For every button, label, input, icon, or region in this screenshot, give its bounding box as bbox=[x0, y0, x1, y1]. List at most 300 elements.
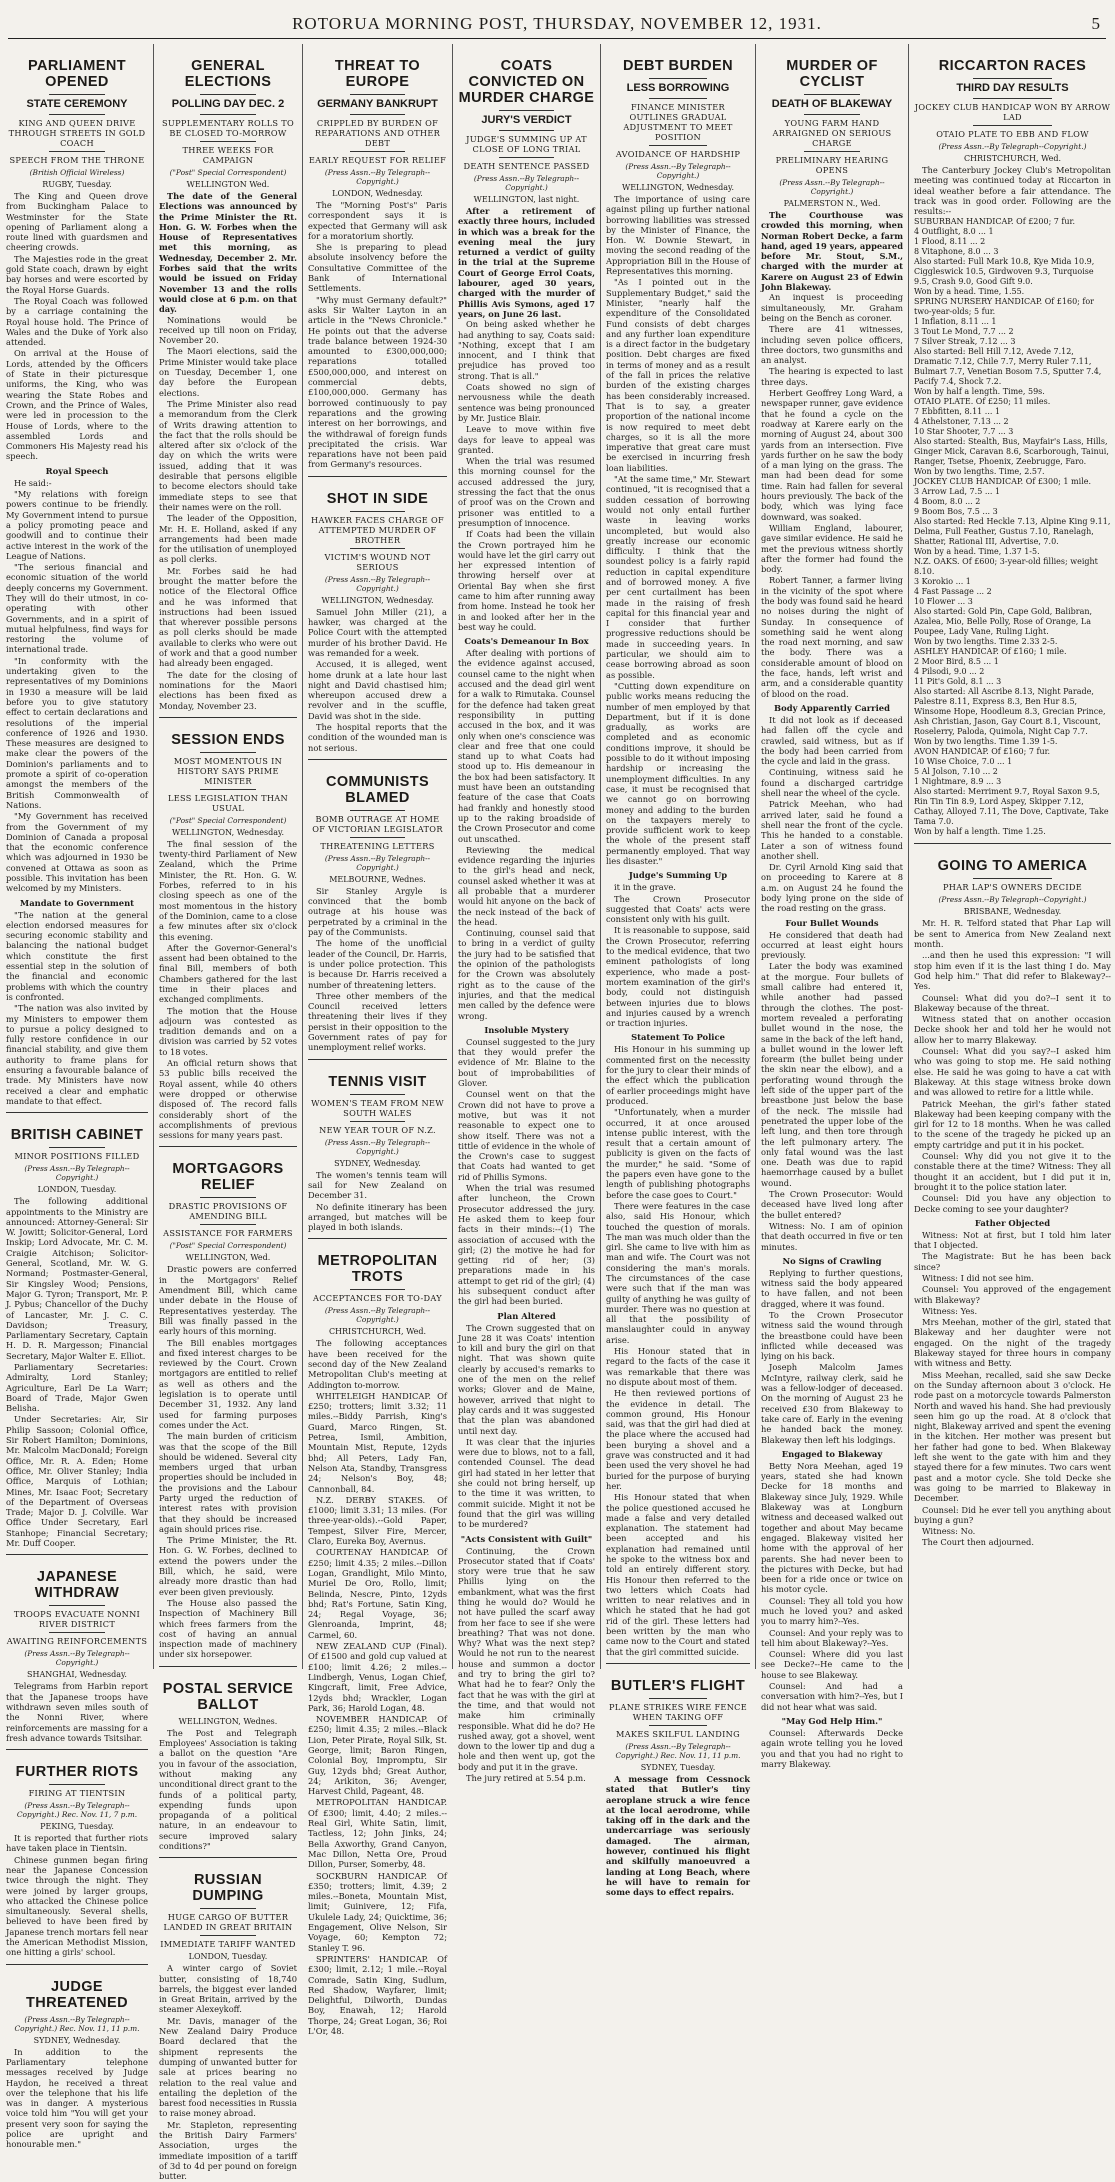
deck: PHAR LAP'S OWNERS DECIDE bbox=[942, 882, 1083, 893]
article bbox=[159, 1146, 297, 1659]
paragraph: Replying to further questions, witness said the body appeared to have fallen, and not been dragged, where it was found. bbox=[761, 1267, 903, 1309]
deck: MOST MOMENTOUS IN HISTORY SAYS PRIME MINISTER bbox=[173, 755, 283, 786]
headline-rule bbox=[200, 94, 255, 95]
result-line: 4 Outflight, 8.0 ... 1 bbox=[914, 227, 994, 237]
paragraph: Mr. Stapleton, representing the British Dairy Farmers' Association, urges the immediate imposition of a tariff of 3d to 4d per pound on foreign butter. bbox=[159, 2119, 297, 2182]
paragraph: "Unfortunately, when a murder occurred, it at once aroused intense public interest, with the result that a certain amount of publicity is given on the facts of the murder," he said. "Some of the papers even have gone to the length of publishing photographs before the case goes to Court." bbox=[606, 1107, 750, 1200]
paragraph: The House also passed the Inspection of Machinery Bill which frees farmers from the cost of having an annual inspection made of machinery under six horsepower. bbox=[159, 1597, 297, 1660]
headline: GOING TO AMERICA bbox=[937, 858, 1088, 875]
article bbox=[606, 1663, 750, 1898]
result-line: 8 Vitaphone, 8.0 ... 3 bbox=[914, 247, 999, 257]
paragraph: The King and Queen drove from Buckingham Palace to Westminster for the State opening of Parliament along a route lined with guardsmen and cheering crowds. bbox=[6, 191, 148, 253]
paragraph: On being asked whether he had anything to say, Coats said: "Nothing, except that I am innocent, and I think that prejudice has proved too strong. That is all." bbox=[458, 319, 595, 381]
wire-credit: (Press Assn.--By Telegraph--Copyright.) bbox=[938, 895, 1087, 905]
wire-credit: (Press Assn.--By Telegraph--Copyright.) bbox=[324, 853, 431, 872]
dateline: WELLINGTON, Wednes. bbox=[178, 1716, 278, 1726]
deck: HAWKER FACES CHARGE OF ATTEMPTED MURDER OF BROTHER bbox=[311, 514, 444, 545]
wire-credit: (Press Assn.--By Telegraph--Copyright.) bbox=[625, 162, 731, 180]
paragraph: William England, labourer, gave similar evidence. He said he met the previous witness shortly after the former had found the body. bbox=[761, 522, 903, 575]
result-line: Also started: Gold Pin, Cape Gold, Balibran, Azalea, Mio, Belle Polly, Rose of Orange, La Poupee, Lady Vane, Ruling Light. bbox=[914, 607, 1093, 637]
paragraph: Herbert Geoffrey Long Ward, a newspaper runner, gave evidence that he found a cycle on the roadway at Karere early on the morning of August 24, about 300 yards from an intersection. Five yards further on he saw the body of a man lying on the grass. The man had been dead for some time. Rain had fallen for several hours previously. The back of the body, which was lying face downward, was soaked. bbox=[761, 388, 903, 522]
paragraph: METROPOLITAN HANDICAP. Of £300; limit, 4.40; 2 miles.--Real Girl, White Satin, limit, Tactless, 12; John Jinks, 24; Bella Axworthy, Grand Canyon, Mac Dillon, Netta Ore, Proud Dillon, Purser, Somerby, 48. bbox=[308, 1797, 447, 1870]
headline: TENNIS VISIT bbox=[328, 1073, 427, 1090]
article bbox=[914, 843, 1111, 1547]
deck: HUGE CARGO OF BUTTER LANDED IN GREAT BRITAIN bbox=[163, 1912, 293, 1933]
deck: PRELIMINARY HEARING OPENS bbox=[775, 155, 889, 175]
deck: SPEECH FROM THE THRONE bbox=[9, 155, 145, 165]
crosshead: "May God Help Him." bbox=[781, 1715, 883, 1726]
deck: WOMEN'S TEAM FROM NEW SOUTH WALES bbox=[311, 1097, 444, 1118]
wire-credit: ("Post" Special Correspondent) bbox=[169, 1241, 287, 1251]
subheadline: POLLING DAY DEC. 2 bbox=[171, 98, 285, 110]
crosshead: Body Apparently Carried bbox=[774, 702, 890, 713]
subheadline: GERMANY BANKRUPT bbox=[317, 98, 438, 110]
headline-rule bbox=[49, 151, 106, 152]
article bbox=[6, 1554, 148, 1743]
result-line: Also started: All Ascribe 8.13, Night Parade, Palestre 8.11, Express 8.3, Ben Hur 8.5, Winsome Hope, Hoodleum 8.3, Grecian Prince, Ash Christian, Jason, Gay Court 8.1, Viscount, Roselerry, Paloda, Quimola, Night Cap 7.7. bbox=[914, 687, 1106, 737]
result-line: 7 Ebbfitten, 8.11 ... 1 bbox=[914, 407, 1001, 417]
article bbox=[159, 1666, 297, 1852]
paragraph: The Bill enables mortgages and fixed interest charges to be reviewed by the Court. Crown mortgagors are entitled to relief as well as others and the legislation is to operate until December 31, 1932. Any land used for farming purposes comes under the Act. bbox=[159, 1337, 297, 1430]
paragraph: When the trial was resumed after luncheon, the Crown Prosecutor addressed the jury. He asked them to keep four facts in their minds:--(1) The association of accused with the girl; (2) the motive he had for getting rid of her; (3) preparations made in his attempt to get rid of the girl; (4) his subsequent conduct after the girl had been buried. bbox=[458, 1183, 595, 1307]
paragraph: The Crown Prosecutor: Would deceased have lived long after the bullet entered? bbox=[761, 1189, 903, 1220]
deck: LESS LEGISLATION THAN USUAL bbox=[168, 792, 288, 813]
wire-credit: (Press Assn.--By Telegraph--Copyright.) Rec. Nov. 11, 11 p.m. bbox=[14, 2014, 140, 2033]
dateline: SHANGHAI, Wednesday. bbox=[27, 1670, 127, 1680]
column-rule bbox=[302, 44, 303, 1669]
column-rule bbox=[908, 44, 909, 1669]
result-line: Won by a head. Time, 1.55. bbox=[914, 287, 1025, 297]
paragraph: The Maori elections, said the Prime Minister would take place on Tuesday, December 1, one day before the European elections. bbox=[159, 346, 297, 398]
headline-rule bbox=[350, 94, 406, 95]
paragraph: Drastic powers are conferred in the Mortgagors' Relief Amendment Bill, which came under debate in the House of Representatives yesterday. The Bill was finally passed in the early hours of this morning. bbox=[159, 1264, 297, 1337]
paragraph: "My relations with foreign powers continue to be friendly. My Government intend to pursue a policy promoting peace and goodwill and to continue their active interest in the work of the League of Nations. bbox=[6, 489, 148, 561]
paragraph: There are 41 witnesses, including seven police officers, three doctors, two gunsmiths and an analyst. bbox=[761, 324, 903, 366]
result-line: OTAIO PLATE. Of £250; 11 miles. bbox=[914, 397, 1051, 407]
paragraph: In addition to the Parliamentary telephone messages received by Judge Haydon, he received a threat over the telephone that his life was in danger. A mysterious voice told him "You will get your present very soon for saying the police are upright and honourable men." bbox=[6, 2046, 148, 2150]
dateline: WELLINGTON, Wed. bbox=[185, 1253, 271, 1263]
paragraph: To the Crown Prosecutor witness said the wound through the breastbone could have been inflicted while deceased was lying on his back. bbox=[761, 1309, 903, 1362]
paragraph: It did not look as if deceased had fallen off the cycle and crawled, said witness, but as if the body had been carried from the cycle and laid in the grass. bbox=[761, 714, 903, 767]
deck: ACCEPTANCES FOR TO-DAY bbox=[312, 1293, 443, 1304]
wire-credit: (Press Assn.--By Telegraph--Copyright.) Rec. Nov. 11, 7 p.m. bbox=[16, 1801, 138, 1820]
headline-rule bbox=[49, 1605, 106, 1606]
crosshead: Statement To Police bbox=[631, 1032, 725, 1043]
paragraph: His Honour in his summing up commented first on the necessity for the jury to clear their minds of the effect which the publication of earlier proceedings might have produced. bbox=[606, 1044, 750, 1106]
paragraph: It is reasonable to suppose, said the Crown Prosecutor, referring to the medical evidence, that two eminent pathologists of long experience, who made a post-mortem examination of the girl's body, could not distinguish between injuries due to blows and injuries caused by a wrench or traction injuries. bbox=[606, 925, 750, 1029]
paragraph: Parliamentary Secretaries: Admiralty, Lord Stanley; Agriculture, Earl De La Warr; Board of Trade, Major Gwen Belisha. bbox=[6, 1361, 148, 1414]
result-line: Won by two lengths. Time 1.39 1-5. bbox=[914, 737, 1058, 747]
result-line: SPRING NURSERY HANDICAP. Of £160; for two-year-olds; 5 fur. bbox=[914, 297, 1095, 317]
crosshead: "Acts Consistent with Guilt" bbox=[460, 1533, 593, 1544]
headline: FURTHER RIOTS bbox=[15, 1764, 139, 1781]
lead-paragraph: A message from Cessnock stated that Butler's tiny aeroplane struck a wire fence at the local aerodrome, while taking off in the dark and the undercarriage was seriously damaged. The airman, however, continued his flight and skilfully manoeuvred a landing at Long Beach, where he will have to remain for some days to effect repairs. bbox=[606, 1773, 750, 1898]
column-3 bbox=[304, 44, 451, 2036]
article bbox=[159, 58, 297, 711]
paragraph: Counsel suggested to the jury that they would prefer the evidence of Mr. Blaine to the bout of improbabilities of Glover. bbox=[458, 1036, 595, 1089]
crosshead: Coats's Demeanour In Box bbox=[464, 636, 589, 647]
paragraph: SPRINTERS' HANDICAP. Of £300; limit, 2.12; 1 mile.--Royal Comrade, Satin King, Sudlum, Red Shadow, Wayfarer, limit; Delightful, Dilworth, Dundas Boy, Enawah, 12; Harold Thorpe, 24; Great Logan, 36; Roi L'Or, 48. bbox=[308, 1953, 448, 2036]
paragraph: The final session of the twenty-third Parliament of New Zealand, which the Prime Minister, the Rt. Hon. G. W. Forbes, referred to in his closing speech as one of the most momentous in the history of the Dominion, came to a close a few minutes after six o'clock this evening. bbox=[159, 838, 297, 942]
dateline: WELLINGTON Wed. bbox=[186, 180, 270, 189]
paragraph: The hospital reports that the condition of the wounded man is not serious. bbox=[308, 721, 447, 753]
paragraph: Joseph Malcolm James McIntyre, railway clerk, said he was a fellow-lodger of deceased. On the morning of August 23 he received £30 from Blakeway to take care of. Early in the evening he handed back the money. Blakeway then left his lodgings. bbox=[761, 1362, 903, 1445]
column-1 bbox=[2, 44, 152, 2150]
paragraph: Continuing, counsel said that to bring in a verdict of guilty the jury had to be satisfied that the opinion of the pathologists for the Crown was absolutely right as to the cause of the injuries, and that the medical men called by the defence were wrong. bbox=[458, 928, 595, 1021]
paragraph: No definite itinerary has been arranged, but matches will be played in both islands. bbox=[308, 1201, 447, 1233]
dateline: PEKING, Tuesday. bbox=[40, 1822, 114, 1832]
result-line: 9 Boom Bos, 7.5 ... 3 bbox=[914, 507, 998, 517]
result-line: Also started: Merriment 9.7, Royal Saxon 9.5, Rin Tin Tin 8.9, Lord Aspey, Skipper 7.12, Cathay, Alloyed 7.11, The Dove, Captivate, Take Tama 7.0. bbox=[914, 787, 1109, 827]
result-line: 4 Fast Passage ... 2 bbox=[914, 587, 992, 597]
crosshead: Judge's Summing Up bbox=[628, 870, 728, 881]
paragraph: Miss Meehan, recalled, said she saw Decke on the Sunday afternoon about 3 o'clock. He rode past on a motorcycle towards Palmerston North and waved his hand. She had previously seen him go up the road. At 8 o'clock that night, Blakeway arrived and spent the evening in the kitchen. Her mother was present but her father had gone to bed. When Blakeway left she went to the gate with him and they stayed there for a few minutes. Two cars went past and a motor cycle. She told Decke she was going to be married to Blakeway in December. bbox=[914, 1369, 1111, 1504]
paragraph: "The serious financial and economic situation of the world deeply concerns my Government. They will do their utmost, in co-operating with other Governments, and in a spirit of mutual helpfulness, find ways for restoring the volume of international trade. bbox=[6, 562, 148, 655]
wire-credit: (Press Assn.--By Telegraph--Copyright.) bbox=[779, 178, 885, 196]
headline-rule bbox=[200, 789, 255, 790]
deck: VICTIM'S WOUND NOT SERIOUS bbox=[324, 551, 431, 572]
headline: METROPOLITAN TROTS bbox=[317, 1253, 438, 1286]
headline: RICCARTON RACES bbox=[938, 58, 1087, 74]
article bbox=[308, 1059, 447, 1233]
paragraph: Counsel: And your reply was to tell him about Blakeway?--Yes. bbox=[761, 1627, 903, 1648]
paragraph: Three other members of the Council received letters threatening their lives if they persist in their opposition to the Government rates of pay for unemployment relief works. bbox=[308, 990, 447, 1053]
deck: CRIPPLED BY BURDEN OF REPARATIONS AND OTHER DEBT bbox=[314, 118, 441, 148]
paragraph: Counsel went on that the Crown did not have to prove a motive, but was it not reasonable to expect one to show itself. There was not a tittle of evidence in the whole of the Crown's case to suggest that Coats had wanted to get rid of Phillis Symons. bbox=[458, 1089, 595, 1182]
headline: COATS CONVICTED ON MURDER CHARGE bbox=[458, 58, 595, 106]
headline: MURDER OF CYCLIST bbox=[786, 58, 878, 90]
paragraph: WHITELEIGH HANDICAP. Of £250; trotters; limit 3.32; 11 miles.--Biddy Parrish, King's Guard, Marco Ringen, St. Petrea, Ismil, Ambition, Mountain Mist, Repute, 12yds bhd; All Peters, Lady Fan, Nelson Ata, Standby, Transgress 24; Nelson's Boy, 48; Cannonball, 84. bbox=[308, 1390, 447, 1494]
headline-rule bbox=[350, 1094, 406, 1095]
headline-rule bbox=[649, 1725, 707, 1726]
deck: FINANCE MINISTER OUTLINES GRADUAL ADJUSTMENT TO MEET POSITION bbox=[623, 102, 733, 142]
article bbox=[159, 717, 297, 1141]
lead-paragraph: The Courthouse was crowded this morning, when Norman Robert Decke, a farm hand, aged 19 years, appeared before Mr. Stout, S.M., charged with the murder at Karere on August 23 of Edwin John Blakeway. bbox=[761, 210, 903, 293]
deck: JUDGE'S SUMMING UP AT CLOSE OF LONG TRIAL bbox=[466, 134, 587, 154]
paragraph: Mrs Meehan, mother of the girl, stated that Blakeway and her daughter were not engaged. On the night of the tragedy Blakeway stayed for three hours in company with witness and Betty. bbox=[914, 1317, 1111, 1369]
paragraph: Telegrams from Harbin report that the Japanese troops have withdrawn seven miles south of the Nonni River, where reinforcements are massing for a fresh advance towards Tsitsihar. bbox=[6, 1681, 148, 1743]
headline: COMMUNISTS BLAMED bbox=[325, 773, 430, 806]
dateline: CHRISTCHURCH, Wed. bbox=[963, 154, 1062, 163]
result-line: Also started: Red Heckle 7.13, Alpine King 9.11, Delma, Full Feather, Gustus 7.10, Ranelagh, Shatter, Rational III, Advertise, 7.0. bbox=[914, 517, 1111, 547]
paragraph: The home of the unofficial leader of the Council, Dr. Harris, is under police protection. This is because Dr. Harris received a number of threatening letters. bbox=[308, 938, 447, 990]
subheadline: LESS BORROWING bbox=[626, 82, 730, 94]
masthead bbox=[0, 0, 1114, 40]
paragraph: There were features in the case also, said His Honour, which touched the question of morals. The man was much older than the girl. She came to live with him as man and wife. The Court was not considering the man's morals. The circumstances of the case were such that if the man was guilty of anything he was guilty of murder. There was no question at all that the possibility of manslaughter could in anyway arise. bbox=[606, 1200, 750, 1345]
paragraph: The Royal Coach was followed by a carriage containing the Royal house hold. The Prince of Wales and the Duke of York also attended. bbox=[6, 295, 148, 348]
paragraph: The following acceptances have been received for the second day of the New Zealand Metropolitan Club's meeting at Addington to-morrow. bbox=[308, 1338, 447, 1390]
result-line: 4 Boom, 8.0 ... 2 bbox=[914, 497, 981, 507]
paragraph: When the trial was resumed this morning counsel for the accused addressed the jury, stressing the fact that the onus of proof was on the Crown and prisoner was entitled to a presumption of innocence. bbox=[458, 456, 595, 528]
paragraph: The Court then adjourned. bbox=[922, 1537, 1034, 1548]
headline-rule bbox=[804, 94, 861, 95]
subheadline: JURY'S VERDICT bbox=[481, 114, 572, 126]
deck: BOMB OUTRAGE AT HOME OF VICTORIAN LEGISLATOR bbox=[312, 813, 443, 834]
headline-rule bbox=[49, 1784, 106, 1785]
result-line: Won by two lengths. Time 2.33 2-5. bbox=[914, 637, 1058, 647]
headline-rule bbox=[804, 114, 861, 115]
result-line: Also started: Bell Hill 7.12, Avede 7.12, Dramatic 7.12, Chile 7.7, Merry Ruler 7.11, Bulmart 7.7, Venetian Bosom 7.5, Sputter 7.4, Pacify 7.4, Shock 7.2. bbox=[914, 347, 1102, 387]
dateline: RUGBY, Tuesday. bbox=[42, 180, 112, 189]
paragraph: The main burden of criticism was that the scope of the Bill should be widened. Several city members urged that urban properties should be included in the provisions and the Labour Party urged the reduction of interest rates with provision that they should be increased again should prices rise. bbox=[159, 1431, 297, 1534]
paragraph: He said:- bbox=[14, 477, 52, 488]
crosshead: No Signs of Crawling bbox=[782, 1255, 882, 1266]
headline-rule bbox=[973, 78, 1052, 79]
paragraph: The motion that the House adjourn was contested as tradition demands and on a division was carried by 52 votes to 18 votes. bbox=[159, 1005, 297, 1057]
paragraph: Counsel: Did you have any objection to Decke coming to see your daughter? bbox=[914, 1193, 1111, 1214]
headline-rule bbox=[49, 94, 106, 95]
wire-credit: (Press Assn.--By Telegraph--Copyright.) bbox=[24, 1164, 130, 1183]
wire-credit: (Press Assn.--By Telegraph--Copyright.) bbox=[324, 574, 431, 593]
headline-rule bbox=[350, 1289, 406, 1290]
paragraph: An inquest is proceeding simultaneously, Mr. Graham being on the Bench as coroner. bbox=[761, 292, 903, 323]
deck: OTAIO PLATE TO EBB AND FLOW bbox=[936, 129, 1089, 139]
result-line: 3 Korokio ... 1 bbox=[914, 577, 971, 587]
paragraph: Under Secretaries: Air, Sir Philip Sassoon; Colonial Office, Sir Robert Hamilton; Dominions, Mr. Malcolm MacDonald; Foreign Office, Mr. R. A. Eden; Home Office, Mr. Oliver Stanley; India Office, Marquis of Lothian; Mines, Mr. Isaac Foot; Secretary of the Department of Overseas Trade; Major D. J. Colville. War Office Under Secretary, Earl Stanhope; Financial Secretary; Mr. Duff Cooper. bbox=[6, 1414, 148, 1549]
headline-rule bbox=[350, 511, 406, 512]
paragraph: Counsel: Where did you last see Decke?--He came to the house to see Blakeway. bbox=[761, 1649, 903, 1680]
column-rule bbox=[153, 44, 154, 1669]
headline-rule bbox=[499, 130, 554, 131]
crosshead: Mandate to Government bbox=[19, 897, 135, 908]
paragraph: She is preparing to plead absolute insolvency before the Consultative Committee of the Bank of International Settlements. bbox=[308, 242, 447, 294]
paragraph: The Crown suggested that on June 28 it was Coats' intention to kill and bury the girl on that night. That was shown quite clearly by accused's remarks to one of the men on the relief works; Glover and de Maine, however, arrived that night to play cards and it was suggested that the plan was abandoned until next day. bbox=[458, 1322, 595, 1436]
result-line: 7 Silver Streak, 7.12 ... 3 bbox=[914, 337, 1016, 347]
article bbox=[914, 58, 1111, 837]
result-line: N.Z. OAKS. Of £600; 3-year-old fillies; weight 8.10. bbox=[914, 557, 1098, 577]
paragraph: Robert Tanner, a farmer living in the vicinity of the spot where the body was found said he heard no noises during the night of Sunday. In consequence of something said he went along the road next morning, and saw the body. There was a considerable amount of blood on the face, hands, left wrist and arm, and a considerable quantity of blood on the road. bbox=[761, 575, 903, 699]
wire-credit: (Press Assn.--By Telegraph--Copyright.) bbox=[324, 1306, 431, 1325]
paragraph: Counsel: What did you say?--I asked him who was going to stop me. He said nothing else. He said he was going to have a cat with Blakeway. At this stage witness broke down and was allowed to retire for a little while. bbox=[914, 1046, 1111, 1098]
paragraph: Dr. Cyril Arnold King said that on proceeding to Karere at 8 a.m. on August 24 he found the body lying prone on the side of the road resting on the grass. bbox=[761, 862, 903, 914]
deck: THREATENING LETTERS bbox=[320, 840, 435, 851]
result-line: 3 Arrow Lad, 7.5 ... 1 bbox=[914, 487, 1001, 497]
paragraph: The jury retired at 5.54 p.m. bbox=[466, 1773, 586, 1784]
headline: GENERAL ELECTIONS bbox=[184, 58, 272, 90]
paragraph: SOCKBURN HANDICAP. Of £350; trotters; limit, 4.39; 2 miles.--Boneta, Mountain Mist, limit; Guinivere, 12; Fifa, Ukulele Lady, 24; Quicktime, 36; Engagement, Olive Nelson, Sir Voyage, 60; Kempton 72; Stanley T. 96. bbox=[308, 1870, 447, 1953]
dateline: MELBOURNE, Wednes. bbox=[329, 874, 426, 884]
deck: AWAITING REINFORCEMENTS bbox=[6, 1636, 148, 1647]
paragraph: ...and then he used this expression: "I will stop him even if it is the last thing I do. May God help him." That did refer to Blakeway?--Yes. bbox=[914, 950, 1111, 992]
paragraph: The date for the closing of nominations for the Maori elections has been fixed as Monday, November 23. bbox=[159, 669, 297, 711]
headline-rule bbox=[499, 157, 554, 158]
lead-paragraph: After a retirement of exactly three hours, included in which was a break for the evening meal the jury returned a verdict of guilty in the trial at the Supreme Court of George Errol Coats, labourer, aged 30 years, charged with the murder of Phillis Avis Symons, aged 17 years, on June 26 last. bbox=[458, 206, 595, 319]
wire-credit: (Press Assn.--By Telegraph--Copyright.) bbox=[473, 174, 580, 192]
paragraph: NEW ZEALAND CUP (Final). Of £1500 and gold cup valued at £100; limit 4.26; 2 miles.--Lindbergh, Venus, Logan Chief, Kingcraft, limit, Free Advice, 12yds bhd; Wrackler, Logan Park, 36; Harold Logan, 48. bbox=[308, 1641, 447, 1713]
result-line: Also started: Stealth, Bus, Mayfair's Lass, Hills, Ginger Mick, Caravan 8.6, Scarborough, Tainui, Ranger, Tsetse, Phoenix, Zeebrugge, Faro. bbox=[914, 437, 1109, 467]
article bbox=[606, 58, 750, 1657]
headline: MORTGAGORS RELIEF bbox=[172, 1161, 284, 1194]
result-line: 4 Athelstoner, 7.13 ... 2 bbox=[914, 417, 1009, 427]
result-line: 1 Nightmare, 8.9 ... 3 bbox=[914, 777, 1002, 787]
paragraph: Continuing, witness said he found a discharged cartridge shell near the wheel of the cycle. bbox=[761, 767, 903, 799]
headline-rule bbox=[200, 1908, 255, 1909]
headline-rule bbox=[350, 1121, 406, 1122]
paragraph: "The nation at the general election endorsed measures for securing economic stability and balancing the national budget which constitute the first essential step in the solution of the financial and economic problems with which the country is confronted. bbox=[6, 909, 148, 1002]
crosshead: Royal Speech bbox=[45, 465, 109, 476]
article bbox=[6, 1112, 148, 1548]
deck: DRASTIC PROVISIONS OF AMENDING BILL bbox=[168, 1201, 288, 1222]
headline: POSTAL SERVICE BALLOT bbox=[162, 1680, 294, 1713]
result-line: Won by half a length. Time 1.25. bbox=[914, 827, 1046, 837]
paragraph: He then reviewed portions of the evidence in detail. The common ground, His Honour said, was that the girl had died at the place where the accused had been burying a shovel and a grave was constructed and it had been used the very shovel he had buried for the purpose of burying her. bbox=[606, 1388, 750, 1491]
paragraph: Mr. Davis, manager of the New Zealand Dairy Produce Board declared that the shipment represents the dumping of unwanted butter for sale at prices bearing no relation to the real value and entailing the depletion of the barest food necessities in Russia to raise money abroad. bbox=[159, 2015, 297, 2119]
paragraph: The leader of the Opposition, Mr. H. E. Holland, asked if any arrangements had been made for the utilisation of unemployed as poll clerks. bbox=[159, 513, 297, 565]
headline: JUDGE THREATENED bbox=[25, 1978, 128, 2011]
dateline: WELLINGTON, Wednesday. bbox=[621, 183, 734, 192]
paragraph: The following additional appointments to the Ministry are announced: Attorney-General: Sir W. Jowitt; Solicitor-General, Lord Inskip; Lord Advocate, Mr. C. M. Craigie Aitchison; Solicitor-General, Scotland, Mr. W. G. Normand; Postmaster-General, Sir Kingsley Wood; Pensions, Major G. Tyron; Transport, Mr. P. J. Pybus; Chancellor of the Duchy of Lancaster, Mr. J. C. C. Davidson; Treasury, Parliamentary Secretary, Captain H. D. R. Margesson; Financial Secretary, Major Walter E. Elliot. bbox=[6, 1196, 148, 1361]
paragraph: Witness: No. I am of opinion that death occurred in five or ten minutes. bbox=[761, 1220, 903, 1252]
headline: THREAT TO EUROPE bbox=[334, 58, 421, 90]
paragraph: Sir Stanley Argyle is convinced that the bomb outrage at his house was perpetrated by a criminal in the pay of the Communists. bbox=[308, 885, 447, 938]
headline: BRITISH CABINET bbox=[10, 1127, 144, 1144]
article bbox=[761, 58, 903, 1769]
crosshead: Plan Altered bbox=[497, 1310, 556, 1321]
paragraph: Continuing, the Crown Prosecutor stated that if Coats' story were true that he saw Phillis lying on the embankment, what was the first thing he would do? Would he not have pulled the scarf away from her face to see if she were breathing? That was not done. Why? What was the next step? Would he not run to the nearest house and summon a doctor and try to bring the girl to? What had he to fear? Only the fact that he was with the girl at the time, and that would not make him criminally responsible. What did he do? He rushed away, got a shovel, went down to the lower tip and dug a hole and then went up, got the body and put it in the grave. bbox=[458, 1545, 595, 1772]
headline-rule bbox=[200, 1224, 255, 1225]
paragraph: "Why must Germany default?" asks Sir Walter Layton in an article in the "News Chronicle." He points out that the adverse trade balance between 1924-30 amounted to £300,000,000; reparations totalled £500,000,000, and interest on commercial debts, £100,000,000. Germany has borrowed continuously to pay reparations and the growing interest on her borrowings, and the withdrawal of foreign funds precipitated the crisis. War reparations have not been paid from Germany's resources. bbox=[308, 294, 447, 470]
paragraph: Leave to move within five days for leave to appeal was granted. bbox=[458, 424, 595, 455]
paragraph: Witness stated that on another occasion Decke shook her and told her he would not allow her to marry Blakeway. bbox=[914, 1014, 1111, 1045]
deck: KING AND QUEEN DRIVE THROUGH STREETS IN GOLD COACH bbox=[8, 118, 146, 148]
paragraph: Counsel: They all told you how much he loved you? and asked you to marry him?--Yes. bbox=[761, 1595, 903, 1627]
paragraph: An official return shows that 53 public bills received the Royal assent, while 40 others were dropped or otherwise disposed of. The record falls considerably short of the accomplishments of previous sessions for many years past. bbox=[159, 1058, 297, 1141]
headline: BUTLER'S FLIGHT bbox=[610, 1677, 746, 1694]
paragraph: A winter cargo of Soviet butter, consisting of 18,740 barrels, the biggest ever landed in Great Britain, arrived by the steamer Alexeykoff. bbox=[159, 1963, 297, 2015]
headline-rule bbox=[200, 752, 255, 753]
crosshead: Four Bullet Wounds bbox=[785, 917, 879, 928]
paragraph: Patrick Meehan, who had arrived later, said he found a shell near the front of the cycle. This he handed to a constable. Later a son of witness found another shell. bbox=[761, 799, 903, 861]
headline-rule bbox=[200, 1935, 255, 1936]
result-line: 4 Pilsodi, 9.0 ... 2 bbox=[914, 667, 985, 677]
headline: PARLIAMENT OPENED bbox=[28, 58, 126, 90]
headline: JAPANESE WITHDRAW bbox=[34, 1569, 120, 1602]
deck: THREE WEEKS FOR CAMPAIGN bbox=[182, 145, 274, 165]
paragraph: Later the body was examined at the morgue. Four bullets of small calibre had entered it, while another had passed through the clothes. The post-mortem revealed a perforating bullet wound in the nose, the same in the back of the left hand, a bullet wound in the lower left forearm (the bullet being under the skin near the elbow), and a perforating wound through the left side of the upper part of the breastbone just below the base of the neck. The missile had penetrated the upper lobe of the left lung, and then tore through the left pulmonary artery. The only fatal wound was the last one. Death was due to rapid haemorrhage caused by a bullet wound. bbox=[761, 961, 903, 1188]
paragraph: On arrival at the House of Lords, attended by the Officers of State in their picturesque uniforms, the King, who was wearing the State Robes and Crown, and the Prince of Wales, were led in procession to the House of Lords, where to the assembled Lords and Commoners His Majesty read his speech. bbox=[6, 348, 148, 462]
paragraph: COURTENAY HANDICAP. Of £250; limit 4.35; 2 miles.--Dillon Logan, Grandlight, Milo Minto, Muriel De Oro, Rollo, limit; Belinda, Nescre, Pinto, 12yds bhd; Rat's Fortune, Satin King, 24; Regal Voyage, 36; Glenroanda, Imprint, 48; Carmel, 60. bbox=[308, 1547, 447, 1640]
headline: SHOT IN SIDE bbox=[326, 490, 429, 507]
headline-rule bbox=[973, 125, 1052, 126]
paragraph: Mr. H. R. Telford stated that Phar Lap will be sent to America from New Zealand next month. bbox=[914, 918, 1111, 950]
paragraph: Accused, it is alleged, went home drunk at a late hour last night and David chastised him; whereupon accused drew a revolver and in the scuffle, David was shot in the side. bbox=[308, 659, 447, 721]
wire-credit: ("Post" Special Correspondent) bbox=[169, 168, 287, 177]
paragraph: The Magistrate: But he has been back since? bbox=[914, 1251, 1111, 1272]
column-6 bbox=[757, 44, 907, 1769]
paragraph: Mr. Forbes said he had brought the matter before the notice of the Electoral Office and he was informed that instructions had been issued that wherever possible persons as poll clerks should be made available to clerks who were out of work and that a good number had already been engaged. bbox=[159, 565, 297, 669]
headline-rule bbox=[649, 78, 707, 79]
paragraph: it in the grave. bbox=[614, 882, 676, 893]
wire-credit: (Press Assn.--By Telegraph--Copyright.) bbox=[324, 168, 431, 186]
deck: NEW YEAR TOUR OF N.Z. bbox=[319, 1124, 436, 1135]
masthead-rule bbox=[8, 38, 1106, 39]
headline-rule bbox=[350, 548, 406, 549]
headline-rule bbox=[350, 114, 406, 115]
result-line: 10 Flower ... 3 bbox=[914, 597, 973, 607]
column-4 bbox=[454, 44, 599, 1784]
paragraph: His Honour stated that in regard to the facts of the case it was remarkable that there was no dispute about most of them. bbox=[606, 1346, 750, 1387]
paragraph: N.Z. DERBY STAKES. Of £1000; limit 3.31; 13 miles. (For three-year-olds).--Gold Paper, Tempest, Silver Fire, Mercer, Claro, Eureka Boy, Avernus. bbox=[308, 1494, 447, 1547]
paragraph: After the Governor-General's assent had been obtained to the final Bill, members of both Chambers gathered for the last time in their places and exchanged compliments. bbox=[159, 942, 297, 1005]
dateline: SYDNEY, Wednesday. bbox=[33, 2035, 121, 2045]
dateline: SYDNEY, Wednesday. bbox=[334, 1158, 421, 1168]
article bbox=[308, 1238, 447, 2036]
paragraph: "In conformity with the undertaking given to the representatives of my Dominions in 1930 a measure will be laid before you to give statutory effect to certain declarations and resolutions of the imperial conference of 1926 and 1930. These measures are designed to make clear the powers of the Dominion's parliaments and to promote a spirit of co-operation amongst the members of the British Commonwealth of Nations. bbox=[6, 655, 148, 810]
dateline: LONDON, Tuesday. bbox=[188, 1952, 268, 1962]
result-line: JOCKEY CLUB HANDICAP. Of £300; 1 mile. bbox=[914, 477, 1092, 487]
deck: IMMEDIATE TARIFF WANTED bbox=[160, 1939, 296, 1950]
deck: JOCKEY CLUB HANDICAP WON BY ARROW LAD bbox=[914, 102, 1111, 122]
dateline: LONDON, Wednesday. bbox=[332, 189, 423, 198]
deck: YOUNG FARM HAND ARRAIGNED ON SERIOUS CHARGE bbox=[772, 118, 892, 148]
paragraph: "Cutting down expenditure on public works means reducing the number of men employed by that Department, but if it is done gradually, as works are completed and as economic conditions improve, it should be possible to do it without imposing hardship or increasing the unemployment difficulties. In any case, it must be recognised that we cannot go on borrowing money and adding to the burden on the taxpayers merely to provide sufficient work to keep the whole of the present staff permanently employed. That way lies disaster." bbox=[606, 680, 750, 866]
headline-rule bbox=[804, 151, 861, 152]
paragraph: Witness: Yes. bbox=[922, 1305, 978, 1316]
headline-rule bbox=[350, 837, 406, 838]
subheadline: STATE CEREMONY bbox=[26, 98, 128, 110]
paragraph: The hearing is expected to last three days. bbox=[761, 366, 903, 387]
paragraph: "As I pointed out in the Supplementary Budget," said the Minister, "nearly half the expenditure of the Consolidated Fund consists of debt charges and any further loan expenditure is a direct factor in the budgetary position. Debt charges are fixed in terms of money and as a result of the fall in prices the relative burden of the existing charges has been considerably increased. That is to say, a greater proportion of the national income is now required to meet debt charges, so it is all the more imperative that great care must be exercised in incurring fresh loan liabilities. bbox=[606, 277, 750, 473]
result-line: 1 Flood, 8.11 ... 2 bbox=[914, 237, 986, 247]
headline-rule bbox=[350, 151, 406, 152]
headline: SESSION ENDS bbox=[171, 731, 285, 748]
deck: TROOPS EVACUATE NONNI RIVER DISTRICT bbox=[13, 1609, 141, 1630]
deck: SUPPLEMENTARY ROLLS TO BE CLOSED TO-MORROW bbox=[161, 118, 295, 138]
headline-rule bbox=[973, 878, 1052, 879]
dateline: CHRISTCHURCH, Wed. bbox=[328, 1327, 427, 1337]
paragraph: Counsel: You approved of the engagement with Blakeway? bbox=[914, 1284, 1111, 1305]
paragraph: Reviewing the medical evidence regarding the injuries to the girl's head and neck, counsel asked whether it was at all probable that a murderer would hit anyone on the back of the neck instead of the back of the head. bbox=[458, 844, 595, 927]
dateline: WELLINGTON, Wednesday. bbox=[171, 827, 284, 837]
paragraph: The importance of using care against piling up further national borrowing liabilities was stressed by the Minister of Finance, the Hon. W. Downie Stewart, in moving the second reading of the Appropriation Bill in the House of Representatives this morning. bbox=[606, 194, 750, 277]
paragraph: It was clear that the injuries were due to blows, not to a fall, contended Counsel. The dead girl had stated in her letter that she could not bring herself, up to the time it was written, to commit suicide. Might it not be found that the girl was willing to be murdered? bbox=[458, 1436, 595, 1530]
paragraph: The Prime Minister also read a memorandum from the Clerk of Writs drawing attention to the fact that the rolls should be altered after six o'clock of the day on which the writs were issued, adding that it was desirable that persons eligible to become electors should take immediate steps to see that their names were on the roll. bbox=[159, 398, 297, 512]
deck: ASSISTANCE FOR FARMERS bbox=[163, 1228, 293, 1239]
paragraph: The women's tennis team will sail for New Zealand on December 31. bbox=[308, 1169, 447, 1201]
paragraph: Nominations would be received up till noon on Friday, November 20. bbox=[159, 314, 297, 346]
headline-rule bbox=[649, 98, 707, 99]
column-rule bbox=[452, 44, 453, 1669]
paragraph: If Coats had been the villain the Crown portrayed him he would have let the girl carry out her expressed intention of throwing herself over at Oriental Bay when she first came to him after running away from home. Instead he took her in and looked after her in the best way he could. bbox=[458, 529, 595, 632]
wire-credit: ("Post" Special Correspondent) bbox=[169, 815, 287, 825]
result-line: 10 Star Shooter, 7.7 ... 3 bbox=[914, 427, 1014, 437]
paragraph: "My Government has received from the Government of my Dominion of Canada a proposal that the economic conference which was adjourned in 1930 be convened at Ottawa as soon as possible. This invitation has been welcomed by my Ministers. bbox=[6, 811, 148, 894]
paragraph: Counsel: What did you do?--I sent it to Blakeway because of the threat. bbox=[914, 992, 1111, 1013]
crosshead: Engaged to Blakeway bbox=[781, 1448, 883, 1459]
article bbox=[6, 1749, 148, 1958]
wire-credit: (Press Assn.--By Telegraph--Copyright.) bbox=[24, 1649, 130, 1668]
result-line: 1 Inflation, 8.11 ... 1 bbox=[914, 317, 997, 327]
headline-rule bbox=[200, 1197, 255, 1198]
deck: DEATH SENTENCE PASSED bbox=[463, 161, 590, 171]
result-line: 5 Al Jolson, 7.10 ... 2 bbox=[914, 767, 998, 777]
paragraph: Witness: I did not see him. bbox=[922, 1272, 1034, 1283]
paragraph: Witness: Not at first, but I told him later that I objected. bbox=[914, 1229, 1111, 1251]
wire-credit: (Press Assn.--By Telegraph--Copyright.) Rec. Nov. 11, 11 p.m. bbox=[615, 1741, 741, 1760]
result-line: AVON HANDICAP. Of £160; 7 fur. bbox=[914, 747, 1051, 757]
headline-rule bbox=[499, 110, 554, 111]
paragraph: The Crown Prosecutor suggested that Coats' acts were consistent only with his guilt. bbox=[606, 893, 750, 925]
headline-rule bbox=[649, 145, 707, 146]
headline: DEBT BURDEN bbox=[623, 58, 733, 74]
subheadline: DEATH OF BLAKEWAY bbox=[771, 98, 893, 110]
headline-rule bbox=[49, 1147, 106, 1148]
lead-paragraph: The date of the General Elections was announced by the Prime Minister the Rt. Hon. G. W. Forbes when the House of Representatives met this morning, as Wednesday, December 2. Mr. Forbes said that the writs would be issued on Friday November 13 and the rolls would close at 6 p.m. on that day. bbox=[159, 191, 297, 315]
result-line: SUBURBAN HANDICAP. Of £200; 7 fur. bbox=[914, 217, 1076, 227]
headline-rule bbox=[200, 114, 255, 115]
headline-rule bbox=[200, 141, 255, 142]
result-line: Won by half a length. Time, 59s. bbox=[914, 387, 1045, 397]
